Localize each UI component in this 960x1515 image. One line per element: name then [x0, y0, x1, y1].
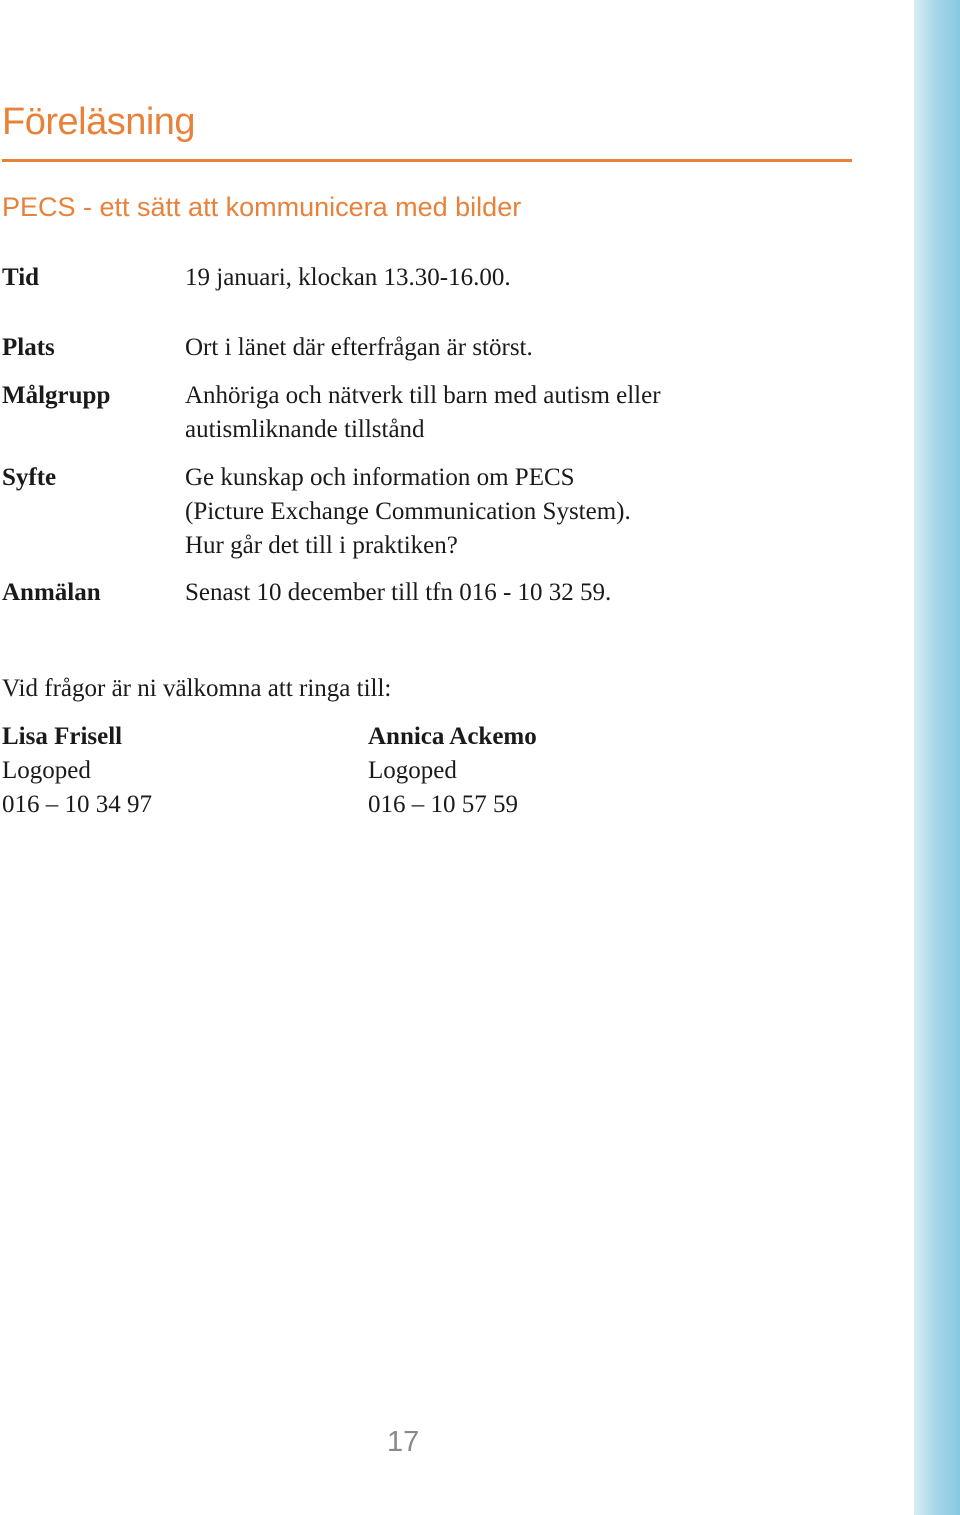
detail-label-plats: Plats — [2, 334, 55, 361]
contact-name: Lisa Frisell — [2, 723, 123, 750]
contact-card — [2, 720, 152, 822]
contact-card — [368, 720, 537, 822]
detail-label-malgrupp: Målgrupp — [2, 382, 111, 409]
page-heading: Föreläsning — [2, 101, 196, 143]
heading-divider — [2, 159, 852, 162]
contact-title: Logoped — [368, 757, 457, 784]
contact-phone: 016 – 10 57 59 — [368, 791, 518, 818]
detail-value-syfte — [185, 461, 825, 563]
malgrupp-line: autismliknande tillstånd — [185, 416, 425, 443]
detail-label-syfte: Syfte — [2, 464, 57, 491]
syfte-line: Hur går det till i praktiken? — [185, 532, 458, 559]
contact-name: Annica Ackemo — [368, 723, 537, 750]
detail-value-anmalan: Senast 10 december till tfn 016 - 10 32 59. — [185, 579, 612, 606]
detail-value-plats: Ort i länet där efterfrågan är störst. — [185, 334, 533, 361]
detail-value-tid: 19 januari, klockan 13.30-16.00. — [185, 264, 511, 291]
detail-label-tid: Tid — [2, 264, 40, 291]
decorative-side-band — [914, 0, 960, 1515]
syfte-line: (Picture Exchange Communication System). — [185, 498, 631, 525]
page-number: 17 — [387, 1426, 420, 1458]
contact-title: Logoped — [2, 757, 91, 784]
detail-value-malgrupp — [185, 379, 825, 447]
syfte-line: Ge kunskap och information om PECS — [185, 464, 575, 491]
detail-label-anmalan: Anmälan — [2, 579, 101, 606]
malgrupp-line: Anhöriga och nätverk till barn med autism eller — [185, 382, 661, 409]
contact-phone: 016 – 10 34 97 — [2, 791, 152, 818]
contacts-intro: Vid frågor är ni välkomna att ringa till: — [2, 675, 392, 702]
lecture-title: PECS - ett sätt att kommunicera med bilder — [2, 192, 522, 222]
